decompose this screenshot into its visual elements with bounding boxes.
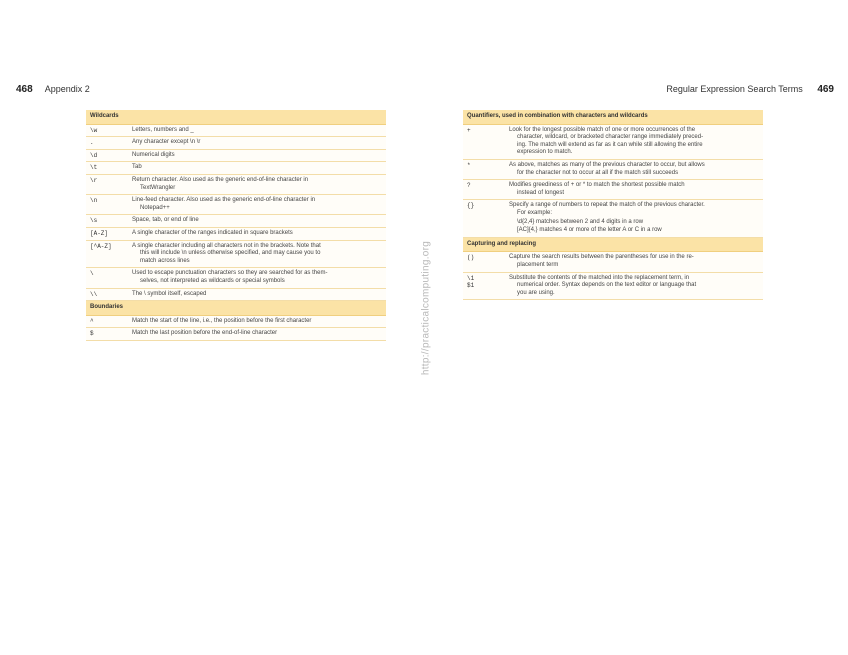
section-header-quantifiers-used-in-combinatio — [463, 110, 763, 124]
table-row — [86, 288, 386, 301]
section-title: Quantifiers, used in combination with characters and wildcards — [463, 110, 763, 124]
regex-term: . — [86, 137, 118, 150]
description-line: TextWrangler — [140, 184, 176, 191]
regex-term: \ — [86, 268, 118, 288]
regex-term: \n — [86, 195, 118, 215]
description-line: you are using. — [517, 289, 555, 296]
term-description — [118, 149, 386, 162]
regex-term: () — [463, 252, 495, 272]
table-row — [86, 124, 386, 137]
left-page-number: 468 — [16, 84, 33, 95]
description-line: Modifies greediness of + or * to match the shortest possible match — [509, 182, 685, 189]
description-line: Numerical digits — [132, 151, 175, 158]
description-line: Return character. Also used as the generic end-of-line character in — [132, 176, 309, 183]
table-row — [86, 174, 386, 194]
table-row — [463, 252, 763, 272]
term-description — [118, 315, 386, 328]
table-row — [86, 268, 386, 288]
description-line: numerical order. Syntax depends on the text editor or language that — [517, 282, 697, 289]
term-description — [118, 215, 386, 228]
table-row — [463, 272, 763, 300]
description-line: As above, matches as many of the previous character to occur, but allows — [509, 161, 705, 168]
term-description — [495, 272, 763, 300]
table-row — [463, 180, 763, 200]
description-line: The \ symbol itself, escaped — [132, 290, 207, 297]
regex-term: [A-Z] — [86, 227, 118, 240]
section-header-boundaries — [86, 301, 386, 316]
term-description — [118, 268, 386, 288]
table-row — [86, 162, 386, 175]
table-row — [86, 149, 386, 162]
section-title: Capturing and replacing — [463, 237, 763, 252]
regex-term: \1 $1 — [463, 272, 495, 300]
regex-term: + — [463, 124, 495, 159]
description-line: instead of longest — [517, 189, 565, 196]
regex-term: \s — [86, 215, 118, 228]
regex-term: $ — [86, 328, 118, 341]
table-row — [86, 328, 386, 341]
term-description — [495, 159, 763, 179]
description-line: Any character except \n \r — [132, 139, 201, 146]
section-title: Wildcards — [86, 110, 386, 124]
right-page-number: 469 — [817, 84, 834, 95]
left-page-header — [16, 84, 90, 95]
description-line: selves, not interpreted as wildcards or special symbols — [140, 277, 285, 284]
term-description — [495, 180, 763, 200]
description-line: A single character including all characters not in the brackets. Note that — [132, 242, 321, 249]
table-row — [463, 124, 763, 159]
right-page-header — [666, 84, 834, 95]
description-line: placement term — [517, 261, 559, 268]
regex-term: \d — [86, 149, 118, 162]
description-line: Tab — [132, 164, 142, 171]
description-line: Match the last position before the end-of-line character — [132, 330, 278, 337]
description-line: match across lines — [140, 257, 190, 264]
description-line: character, wildcard, or bracketed character range immediately preced- — [517, 134, 704, 141]
description-line: expression to match. — [517, 149, 573, 156]
url-watermark: http://practicalcomputing.org — [420, 240, 432, 376]
table-row — [463, 200, 763, 237]
description-line: Letters, numbers and _ — [132, 126, 194, 133]
regex-term: ^ — [86, 315, 118, 328]
table-row — [86, 195, 386, 215]
wildcards-boundaries-table — [86, 110, 386, 341]
regex-term: * — [463, 159, 495, 179]
term-description — [118, 124, 386, 137]
term-description — [495, 124, 763, 159]
example-line: [AC]{4,} matches 4 or more of the letter A or C in a row — [517, 227, 662, 234]
section-header-wildcards — [86, 110, 386, 124]
section-header-capturing-and-replacing — [463, 237, 763, 252]
table-row — [86, 227, 386, 240]
section-title: Boundaries — [86, 301, 386, 316]
description-line: this will include \n unless otherwise specified, and may cause you to — [140, 250, 321, 257]
table-row — [86, 137, 386, 150]
regex-term: \t — [86, 162, 118, 175]
description-line: Look for the longest possible match of one or more occurrences of the — [509, 126, 696, 133]
term-description — [118, 174, 386, 194]
description-line: Line-feed character. Also used as the generic end-of-line character in — [132, 197, 316, 204]
regex-term: ? — [463, 180, 495, 200]
left-running-title: Appendix 2 — [44, 84, 90, 94]
term-description — [118, 227, 386, 240]
term-description — [118, 137, 386, 150]
regex-term: \r — [86, 174, 118, 194]
example-line: \d{2,4} matches between 2 and 4 digits in a row — [517, 218, 644, 225]
regex-term: {} — [463, 200, 495, 237]
term-description — [118, 195, 386, 215]
table-row — [86, 215, 386, 228]
description-line: Specify a range of numbers to repeat the match of the previous character. — [509, 202, 705, 209]
term-description — [495, 200, 763, 237]
term-description — [118, 162, 386, 175]
description-line: Capture the search results between the parentheses for use in the re- — [509, 254, 694, 261]
description-line: ing. The match will extend as far as it can while still allowing the entire — [517, 141, 703, 148]
description-line: For example: — [517, 209, 553, 216]
table-row — [463, 159, 763, 179]
term-description — [118, 240, 386, 268]
description-line: Substitute the contents of the matched into the replacement term, in — [509, 274, 690, 281]
description-line: Used to escape punctuation characters so they are searched for as them- — [132, 270, 328, 277]
term-description — [495, 252, 763, 272]
description-line: Space, tab, or end of line — [132, 217, 199, 224]
regex-term: [^A-Z] — [86, 240, 118, 268]
description-line: Notepad++ — [140, 204, 170, 211]
table-row — [86, 315, 386, 328]
regex-term: \w — [86, 124, 118, 137]
regex-term: \\ — [86, 288, 118, 301]
description-line: for the character not to occur at all if the match still succeeds — [517, 169, 679, 176]
quantifiers-capturing-table — [463, 110, 763, 300]
term-description — [118, 288, 386, 301]
description-line: A single character of the ranges indicated in square brackets — [132, 229, 293, 236]
description-line: Match the start of the line, i.e., the position before the first character — [132, 317, 312, 324]
term-description — [118, 328, 386, 341]
right-running-title: Regular Expression Search Terms — [666, 84, 803, 94]
table-row — [86, 240, 386, 268]
